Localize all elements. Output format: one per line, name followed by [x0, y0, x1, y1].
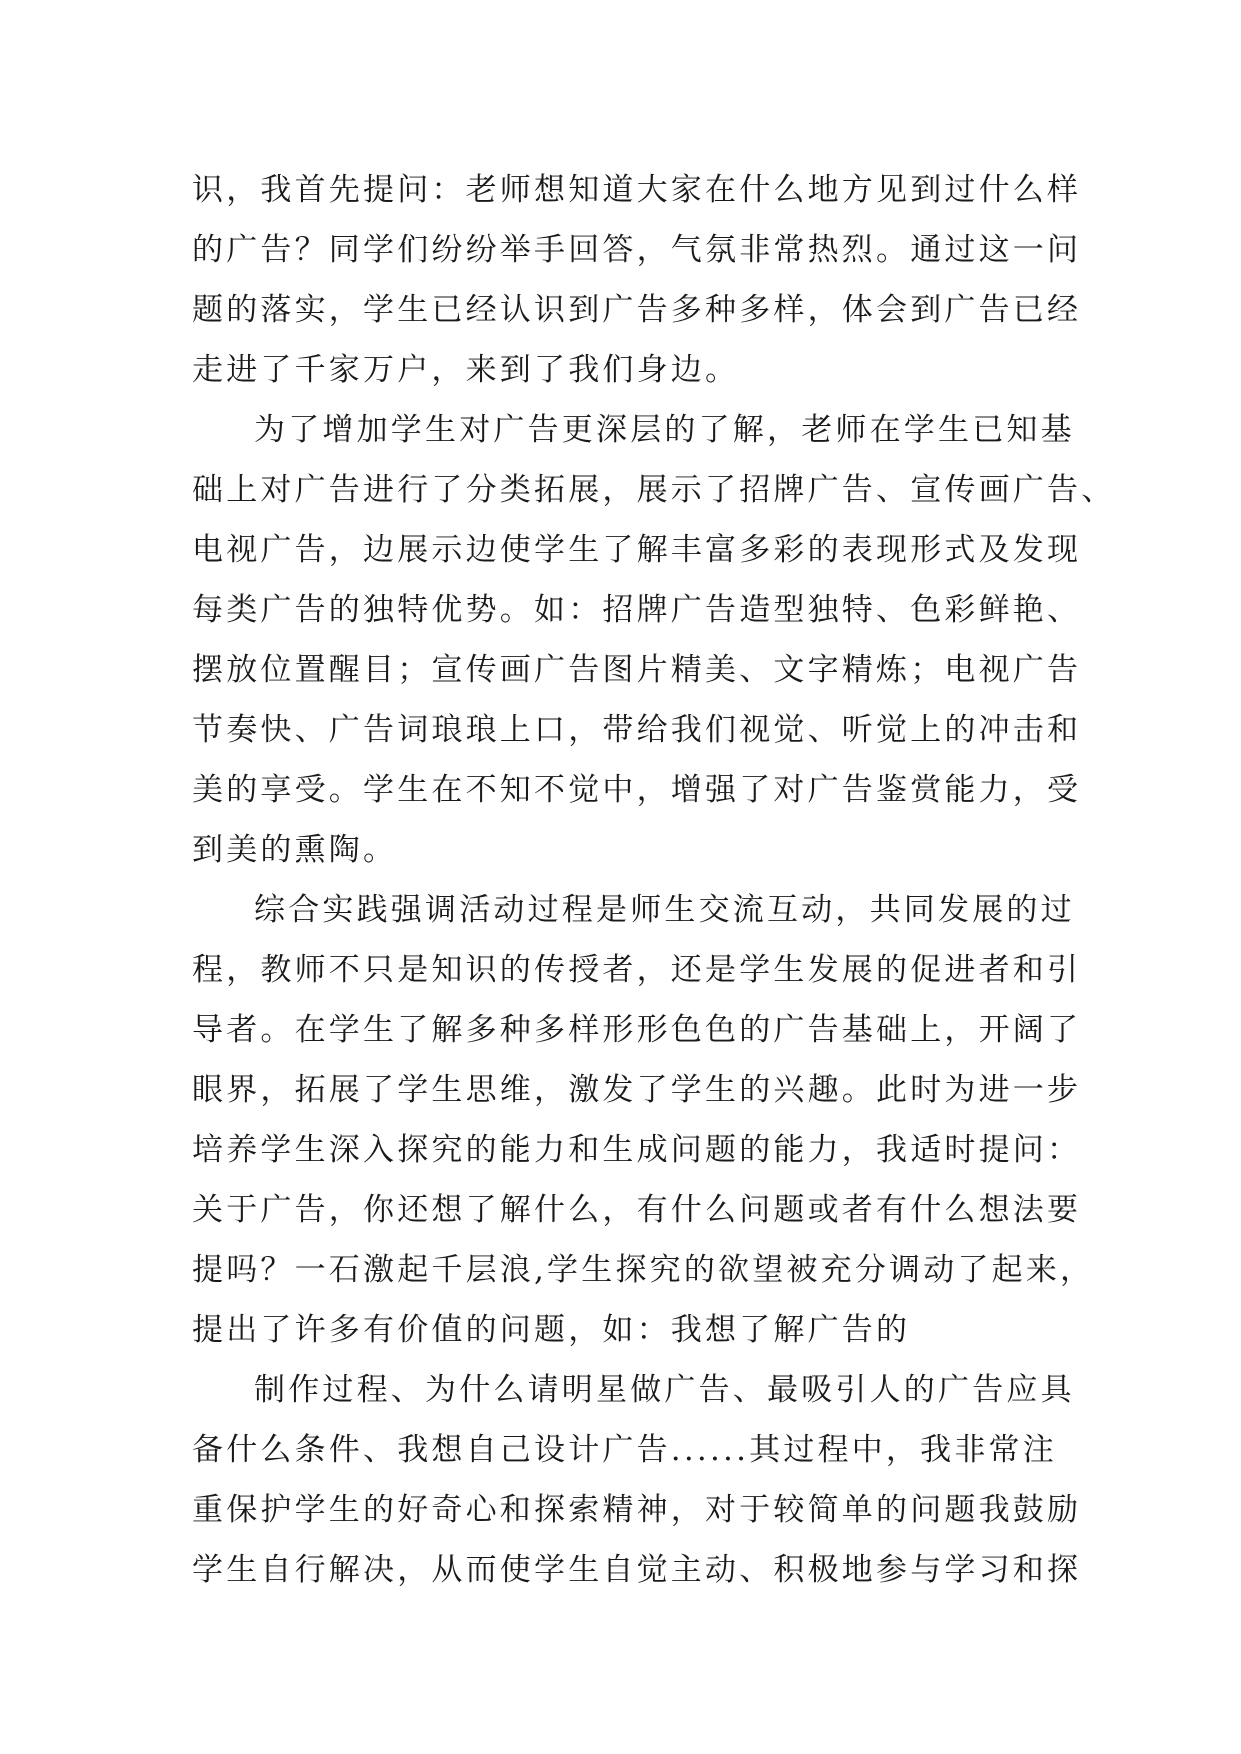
paragraph-3 [192, 880, 1095, 1360]
text-line: 到美的熏陶。 [192, 832, 398, 868]
text-line: 导者。在学生了解多种多样形形色色的广告基础上，开阔了 [192, 1012, 1082, 1048]
paragraph-1 [192, 160, 1082, 400]
text-line: 制作过程、为什么请明星做广告、最吸引人的广告应具 [254, 1372, 1075, 1408]
text-line: 美的享受。学生在不知不觉中，增强了对广告鉴赏能力，受 [192, 772, 1082, 808]
text-line: 电视广告，边展示边使学生了解丰富多彩的表现形式及发现 [192, 532, 1082, 568]
text-line: 每类广告的独特优势。如：招牌广告造型独特、色彩鲜艳、 [192, 592, 1082, 628]
text-line: 备什么条件、我想自己设计广告......其过程中，我非常注 [192, 1432, 1057, 1468]
text-line: 关于广告，你还想了解什么，有什么问题或者有什么想法要 [192, 1192, 1082, 1228]
text-line: 综合实践强调活动过程是师生交流互动，共同发展的过 [254, 892, 1075, 928]
text-line: 眼界，拓展了学生思维，激发了学生的兴趣。此时为进一步 [192, 1072, 1082, 1108]
text-line: 础上对广告进行了分类拓展，展示了招牌广告、宣传画广告、 [192, 472, 1116, 508]
text-line: 摆放位置醒目；宣传画广告图片精美、文字精炼；电视广告 [192, 652, 1082, 688]
text-line: 的广告？同学们纷纷举手回答，气氛非常热烈。通过这一问 [192, 232, 1082, 268]
text-line: 提吗？一石激起千层浪,学生探究的欲望被充分调动了起来， [192, 1252, 1095, 1288]
text-line: 学生自行解决，从而使学生自觉主动、积极地参与学习和探 [192, 1552, 1082, 1588]
text-line: 节奏快、广告词琅琅上口，带给我们视觉、听觉上的冲击和 [192, 712, 1082, 748]
paragraph-2 [192, 400, 1116, 880]
text-line: 程，教师不只是知识的传授者，还是学生发展的促进者和引 [192, 952, 1082, 988]
text-line: 走进了千家万户，来到了我们身边。 [192, 352, 740, 388]
text-line: 提出了许多有价值的问题，如：我想了解广告的 [192, 1312, 911, 1348]
paragraph-4 [192, 1360, 1082, 1600]
text-line: 为了增加学生对广告更深层的了解，老师在学生已知基 [254, 412, 1075, 448]
text-line: 重保护学生的好奇心和探索精神，对于较简单的问题我鼓励 [192, 1492, 1082, 1528]
text-line: 识，我首先提问：老师想知道大家在什么地方见到过什么样 [192, 172, 1082, 208]
text-line: 题的落实，学生已经认识到广告多种多样，体会到广告已经 [192, 292, 1082, 328]
document-body [192, 160, 1116, 1600]
text-line: 培养学生深入探究的能力和生成问题的能力，我适时提问： [192, 1132, 1082, 1168]
